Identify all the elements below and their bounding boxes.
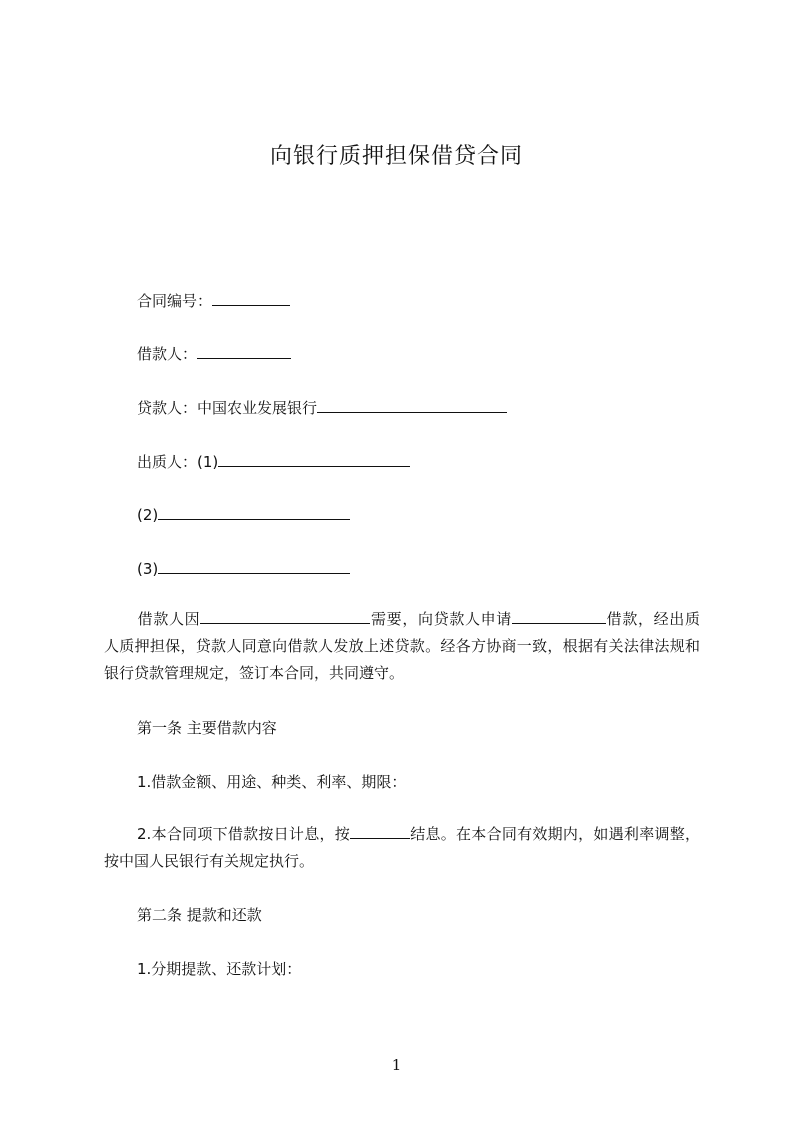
- intro-amount-blank[interactable]: [512, 609, 606, 624]
- pledgor-3-blank[interactable]: [158, 559, 350, 574]
- pledgor-3-label: (3): [137, 560, 159, 578]
- contract-number-line: [137, 291, 290, 311]
- contract-number-blank[interactable]: [212, 291, 290, 306]
- borrower-label: 借款人：: [137, 345, 198, 363]
- contract-number-label: 合同编号：: [137, 292, 213, 310]
- intro-part-1: 借款人因: [137, 610, 201, 628]
- borrower-blank[interactable]: [197, 344, 291, 359]
- pledgor-2-line: [137, 505, 350, 525]
- intro-part-3: 借款，经出质人质押担保，贷款人同意向借款人发放上述贷款。经各方协商一致，根据有关法律法规和银行贷款管理规定，签订本合同，共同遵守。: [104, 610, 700, 682]
- article-1-item-2-part-2: 结息。在本合同有效期内，如遇利率调整，按中国人民银行有关规定执行。: [104, 825, 700, 870]
- interest-settlement-blank[interactable]: [350, 824, 410, 839]
- pledgor-3-line: [137, 559, 350, 579]
- lender-line: [137, 398, 507, 418]
- article-1-item-2: [104, 821, 700, 875]
- intro-paragraph: [104, 606, 700, 687]
- pledgor-1-blank[interactable]: [218, 452, 410, 467]
- intro-purpose-blank[interactable]: [200, 609, 370, 624]
- article-1-heading: 第一条 主要借款内容: [137, 719, 277, 737]
- lender-blank[interactable]: [317, 398, 507, 413]
- page-number: 1: [391, 1056, 402, 1074]
- document-title: 向银行质押担保借贷合同: [269, 144, 523, 169]
- article-2-heading: 第二条 提款和还款: [137, 906, 262, 924]
- pledgor-1-label: 出质人：(1): [137, 453, 219, 471]
- intro-part-2: 需要，向贷款人申请: [370, 610, 512, 628]
- article-1-item-1: 1.借款金额、用途、种类、利率、期限：: [137, 773, 407, 791]
- pledgor-1-line: [137, 452, 410, 472]
- pledgor-2-label: (2): [137, 506, 159, 524]
- borrower-line: [137, 344, 291, 364]
- pledgor-2-blank[interactable]: [158, 505, 350, 520]
- article-1-item-2-part-1: 2.本合同项下借款按日计息，按: [137, 825, 350, 843]
- lender-label: 贷款人：中国农业发展银行: [137, 399, 318, 417]
- article-2-item-1: 1.分期提款、还款计划：: [137, 960, 302, 978]
